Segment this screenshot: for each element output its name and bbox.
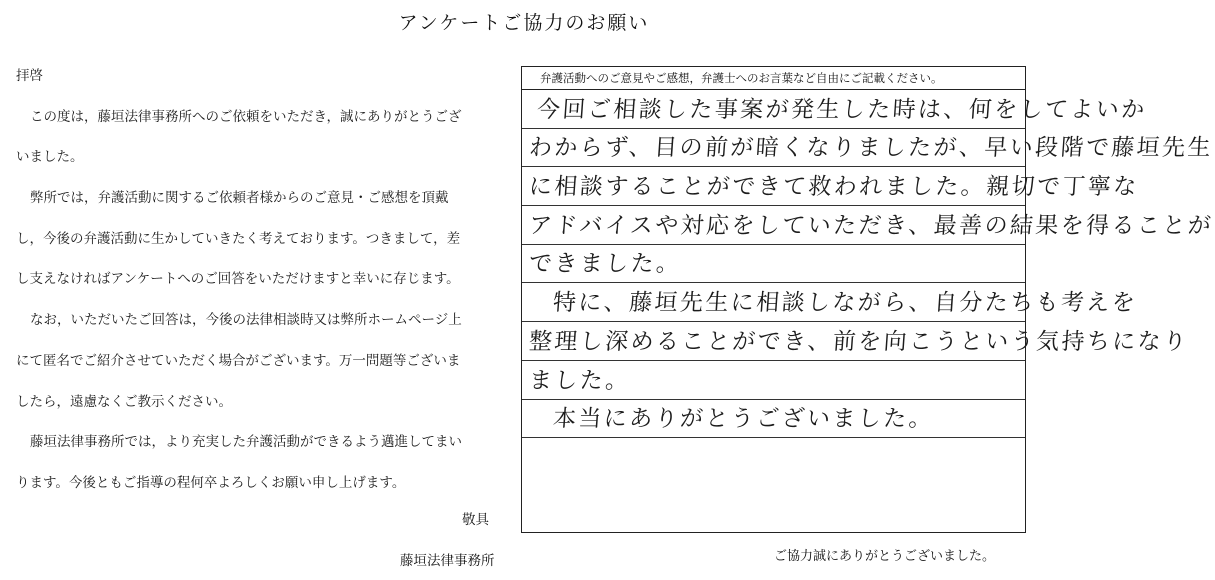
letter-signature: 藤垣法律事務所 bbox=[400, 553, 495, 569]
letter-line: いました。 bbox=[16, 149, 84, 166]
handwritten-text: わからず、目の前が暗くなりましたが、早い段階で藤垣先生 bbox=[528, 135, 1214, 162]
handwritten-line bbox=[522, 167, 1140, 206]
handwritten-text: ました。 bbox=[528, 367, 632, 394]
footer-thanks: ご協力誠にありがとうございました。 bbox=[774, 549, 996, 564]
comment-form-box bbox=[521, 66, 1215, 533]
handwritten-line bbox=[522, 283, 1139, 322]
handwritten-line bbox=[522, 206, 1215, 245]
handwritten-text: 今回ご相談した事案が発生した時は、何をしてよいか bbox=[536, 96, 1148, 123]
handwritten-line bbox=[522, 90, 1148, 129]
letter-line: にて匿名でご紹介させていただく場合がございます。万一問題等ございま bbox=[16, 352, 461, 369]
letter-closing: 敬具 bbox=[462, 512, 489, 528]
handwritten-line bbox=[522, 129, 1214, 168]
comment-form-header: 弁護活動へのご意見やご感想，弁護士へのお言葉など自由にご記載ください。 bbox=[522, 67, 1025, 90]
handwritten-text: 本当にありがとうございました。 bbox=[552, 406, 935, 433]
handwritten-line bbox=[522, 361, 1025, 400]
letter-line-salutation: 拝啓 bbox=[16, 68, 43, 84]
letter-line: この度は，藤垣法律事務所へのご依頼をいただき，誠にありがとうござ bbox=[30, 108, 462, 125]
handwritten-text: 特に、藤垣先生に相談しながら、自分たちも考えを bbox=[552, 290, 1139, 317]
letter-line: 弊所では，弁護活動に関するご依頼者様からのご意見・ご感想を頂戴 bbox=[30, 190, 449, 207]
letter-line: なお，いただいたご回答は，今後の法律相談時又は弊所ホームページ上 bbox=[30, 312, 462, 329]
handwritten-text: できました。 bbox=[528, 251, 683, 278]
letter-line: したら，遠慮なくご教示ください。 bbox=[16, 393, 232, 410]
handwritten-line bbox=[522, 245, 1025, 284]
handwritten-line bbox=[522, 438, 1025, 477]
handwritten-line bbox=[522, 322, 1190, 361]
handwritten-text: 整理し深めることができ、前を向こうという気持ちになり bbox=[528, 328, 1190, 355]
page-title: アンケートご協力のお願い bbox=[398, 12, 650, 34]
letter-line: 藤垣法律事務所では，より充実した弁護活動ができるよう邁進してまい bbox=[30, 434, 462, 451]
letter-line: ります。今後ともご指導の程何卒よろしくお願い申し上げます。 bbox=[16, 474, 406, 491]
letter-body bbox=[16, 64, 506, 512]
handwritten-text: に相談することができて救われました。親切で丁寧な bbox=[528, 174, 1140, 201]
handwritten-line bbox=[522, 400, 1025, 439]
letter-line: し支えなければアンケートへのご回答をいただけますと幸いに存じます。 bbox=[16, 271, 460, 288]
letter-line: し，今後の弁護活動に生かしていきたく考えております。つきまして，差 bbox=[16, 230, 461, 247]
handwritten-text: アドバイスや対応をしていただき、最善の結果を得ることが bbox=[528, 212, 1215, 239]
